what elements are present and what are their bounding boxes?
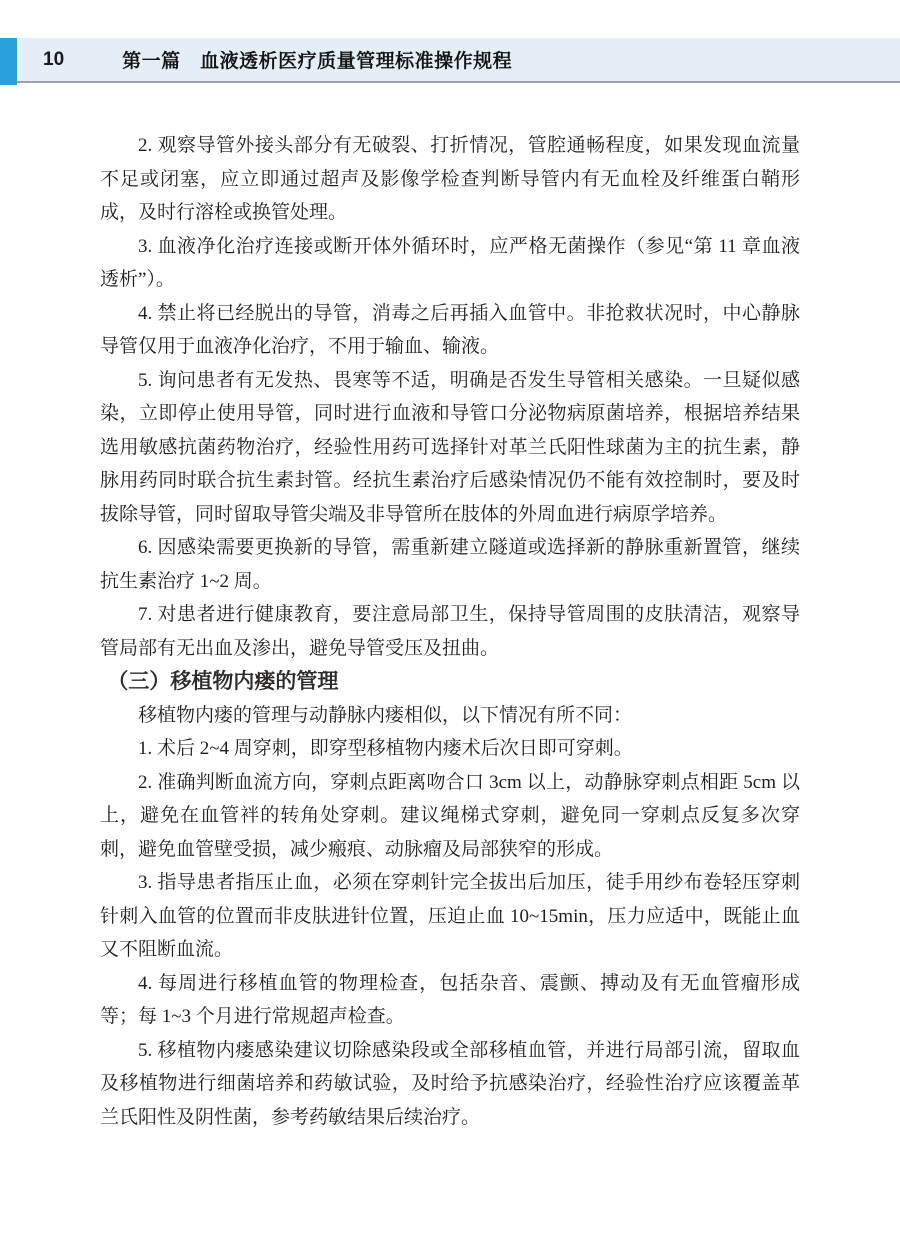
- paragraph: 移植物内瘘的管理与动静脉内瘘相似，以下情况有所不同：: [138, 704, 633, 726]
- running-header-title: 第一篇 血液透析医疗质量管理标准操作规程: [122, 51, 513, 72]
- section-heading: （三）移植物内瘘的管理: [107, 670, 339, 693]
- page-number: 10: [43, 48, 65, 70]
- running-header: [0, 38, 900, 83]
- paragraph: 3. 指导患者指压止血，必须在穿刺针完全拔出后加压，徒手用纱布卷轻压穿刺针刺入血管的位置而非皮肤进针位置，压迫止血 10~15min，压力应适中，既能止血又不阻断血流。: [100, 872, 800, 960]
- paragraph: 2. 准确判断血流方向，穿刺点距离吻合口 3cm 以上，动静脉穿刺点相距 5cm 以上，避免在血管袢的转角处穿刺。建议绳梯式穿刺，避免同一穿刺点反复多次穿刺，避免血管壁受损，减少瘢痕、动脉瘤及局部狭窄的形成。: [100, 771, 800, 860]
- paragraph: 7. 对患者进行健康教育，要注意局部卫生，保持导管周围的皮肤清洁，观察导管局部有无出血及渗出，避免导管受压及扭曲。: [100, 604, 800, 659]
- paragraph: 3. 血液净化治疗连接或断开体外循环时，应严格无菌操作（参见“第 11 章血液透析”）。: [100, 235, 800, 290]
- page-content: [100, 129, 800, 1134]
- paragraph: 4. 禁止将已经脱出的导管，消毒之后再插入血管中。非抢救状况时，中心静脉导管仅用于血液净化治疗，不用于输血、输液。: [100, 302, 800, 357]
- paragraph: 4. 每周进行移植血管的物理检查，包括杂音、震颤、搏动及有无血管瘤形成等；每 1~3 个月进行常规超声检查。: [100, 972, 800, 1027]
- paragraph: 5. 询问患者有无发热、畏寒等不适，明确是否发生导管相关感染。一旦疑似感染，立即停止使用导管，同时进行血液和导管口分泌物病原菌培养，根据培养结果选用敏感抗菌药物治疗，经验性用药可选择针对革兰氏阳性球菌为主的抗生素，静脉用药同时联合抗生素封管。经抗生素治疗后感染情况仍不能有效控制时，要及时拔除导管，同时留取导管尖端及非导管所在肢体的外周血进行病原学培养。: [100, 369, 800, 525]
- header-accent-block: [0, 38, 17, 85]
- paragraph: 6. 因感染需要更换新的导管，需重新建立隧道或选择新的静脉重新置管，继续抗生素治疗 1~2 周。: [100, 537, 800, 592]
- paragraph: 5. 移植物内瘘感染建议切除感染段或全部移植血管，并进行局部引流，留取血及移植物进行细菌培养和药敏试验，及时给予抗感染治疗，经验性治疗应该覆盖革兰氏阳性及阴性菌，参考药敏结果后续治疗。: [100, 1039, 800, 1128]
- paragraph: 1. 术后 2~4 周穿刺，即穿型移植物内瘘术后次日即可穿刺。: [138, 738, 633, 759]
- paragraph: 2. 观察导管外接头部分有无破裂、打折情况，管腔通畅程度，如果发现血流量不足或闭塞，应立即通过超声及影像学检查判断导管内有无血栓及纤维蛋白鞘形成，及时行溶栓或换管处理。: [100, 135, 800, 223]
